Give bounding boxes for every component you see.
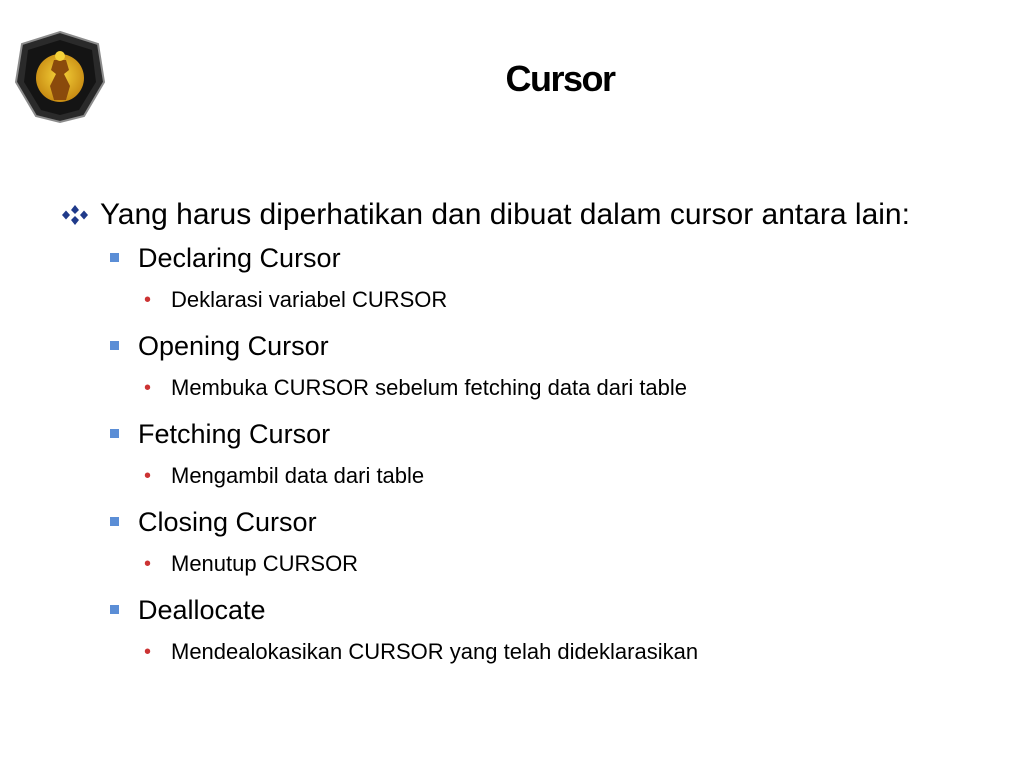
step-label: Closing Cursor [138,507,317,537]
detail-text: Mengambil data dari table [171,463,425,488]
step-fetching [100,417,982,451]
cursor-steps [62,241,982,667]
intro-bullet [62,194,982,235]
step-detail [132,549,982,579]
square-bullet-icon [110,517,119,526]
step-detail [132,461,982,491]
dot-bullet-icon: • [144,465,152,487]
slide-body [62,194,982,681]
dot-bullet-icon: • [144,377,152,399]
step-detail [132,285,982,315]
step-label: Opening Cursor [138,331,329,361]
detail-text: Menutup CURSOR [171,551,359,576]
slide-title: Cursor [505,58,615,99]
detail-text: Mendealokasikan CURSOR yang telah dideklarasikan [171,639,699,664]
step-deallocate [100,593,982,627]
step-declaring [100,241,982,275]
dot-bullet-icon: • [144,289,152,311]
step-detail [132,373,982,403]
step-closing [100,505,982,539]
intro-text: Yang harus diperhatikan dan dibuat dalam cursor antara lain: [100,198,910,231]
detail-text: Deklarasi variabel CURSOR [171,287,448,312]
square-bullet-icon [110,341,119,350]
square-bullet-icon [110,253,119,262]
diamond-bullet-icon [62,205,88,225]
step-opening [100,329,982,363]
dot-bullet-icon: • [144,553,152,575]
dot-bullet-icon: • [144,641,152,663]
square-bullet-icon [110,605,119,614]
step-label: Declaring Cursor [138,243,341,273]
step-label: Deallocate [138,595,266,625]
step-detail [132,637,982,667]
step-label: Fetching Cursor [138,419,331,449]
detail-text: Membuka CURSOR sebelum fetching data dari table [171,375,688,400]
square-bullet-icon [110,429,119,438]
